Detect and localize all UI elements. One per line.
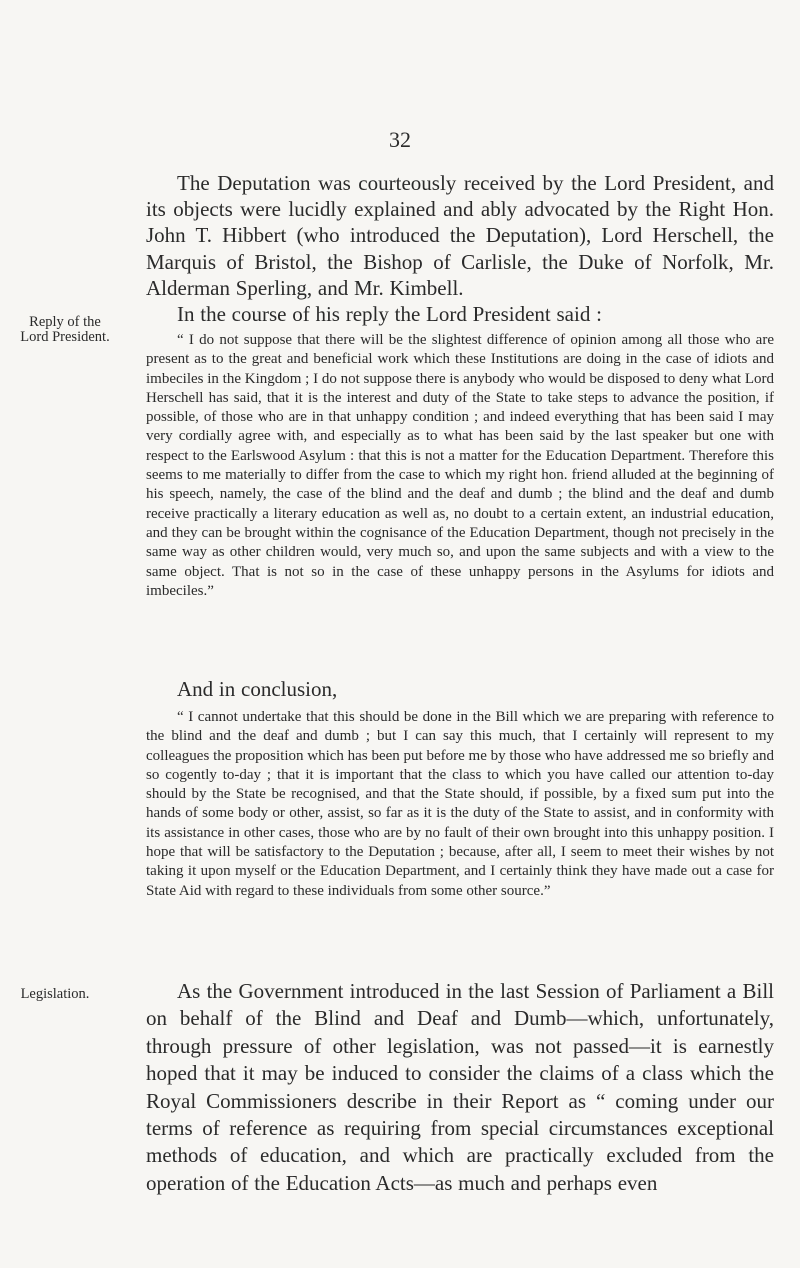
legislation-paragraph xyxy=(146,978,774,1197)
quote-two-text: “ I cannot undertake that this should be done in the Bill which we are preparing with reference to the blind and the deaf and dumb ; but I can say this much, that I certainly will represent to my colleagues the proposition which has been put before me by those who have addressed me so briefly and so cogently to-day ; that it is important that the class to which you have called our attention to-day should by the State be recognised, and that the State should, if possible, by a fixed sum put into the hands of some body or other, assist, so far as it is the duty of the State to assist, and in conformity with its assistance in other cases, those who are by no fault of their own brought into this unhappy position. I hope that will be satisfactory to the Deputation ; because, after all, I seem to meet their wishes by not taking it upon myself or the Education Department, and I certainly think they have made out a case for State Aid with regard to these individuals from some other source.” xyxy=(146,709,774,899)
margin-note-reply-line-1: Reply of the xyxy=(29,314,101,330)
margin-note-reply xyxy=(5,315,125,345)
opening-text: The Deputation was courteously received by the Lord President, and its objects were lucidly explained and ably advocated by the Right Hon. John T. Hibbert (who introduced the Deputation), Lord Herschell, the Marquis of Bristol, the Bishop of Carlisle, the Duke of Norfolk, Mr. Alderman Sperling, and Mr. Kimbell. xyxy=(146,171,774,300)
opening-paragraph xyxy=(146,170,774,301)
quote-two-block xyxy=(146,708,774,901)
reply-intro-text: In the course of his reply the Lord President said : xyxy=(177,302,602,326)
legislation-text: As the Government introduced in the last Session of Parliament a Bill on behalf of the Blind and Deaf and Dumb—which, unfortunately, through pressure of other legislation, was not passed—it is earnestly hoped that it may be induced to consider the claims of a class which the Royal Commissioners describe in their Report as “ coming under our terms of reference as requiring from special circumstances exceptional methods of education, and which are practically excluded from the operation of the Education Acts—as much and perhaps even xyxy=(146,979,774,1195)
quote-one-text: “ I do not suppose that there will be the slightest difference of opinion among all those who are present as to the great and beneficial work which these Institutions are doing in the case of idiots and imbeciles in the Kingdom ; I do not suppose there is anybody who would be disposed to deny what Lord Herschell has said, that it is the interest and duty of the State to take steps to advance the position, if possible, of those who are in that unhappy condition ; and indeed everything that has been said I may very cordially agree with, and especially as to what has been said by the last speaker but one with respect to the Earlswood Asylum : that this is not a matter for the Education Department. Therefore this seems to me materially to differ from the case to which my right hon. friend alluded at the beginning of his speech, namely, the case of the blind and the deaf and dumb ; the blind and the deaf and dumb receive practically a literary education as well as, no doubt to a certain extent, an industrial education, and they can be brought within the cognisance of the Education Department, though not precisely in the same way as other children would, very much so, and upon the same subjects and with a view to the same object. That is not so in the case of these unhappy persons in the Asylums for idiots and imbeciles.” xyxy=(146,332,774,599)
margin-note-reply-line-2: Lord President. xyxy=(20,329,110,345)
conclusion-intro-paragraph xyxy=(146,676,774,702)
margin-note-legislation: Legislation. xyxy=(20,986,90,1002)
page-number: 32 xyxy=(389,127,411,152)
quote-one-block xyxy=(146,331,774,601)
conclusion-intro-text: And in conclusion, xyxy=(177,677,338,701)
reply-intro-paragraph xyxy=(146,301,774,327)
